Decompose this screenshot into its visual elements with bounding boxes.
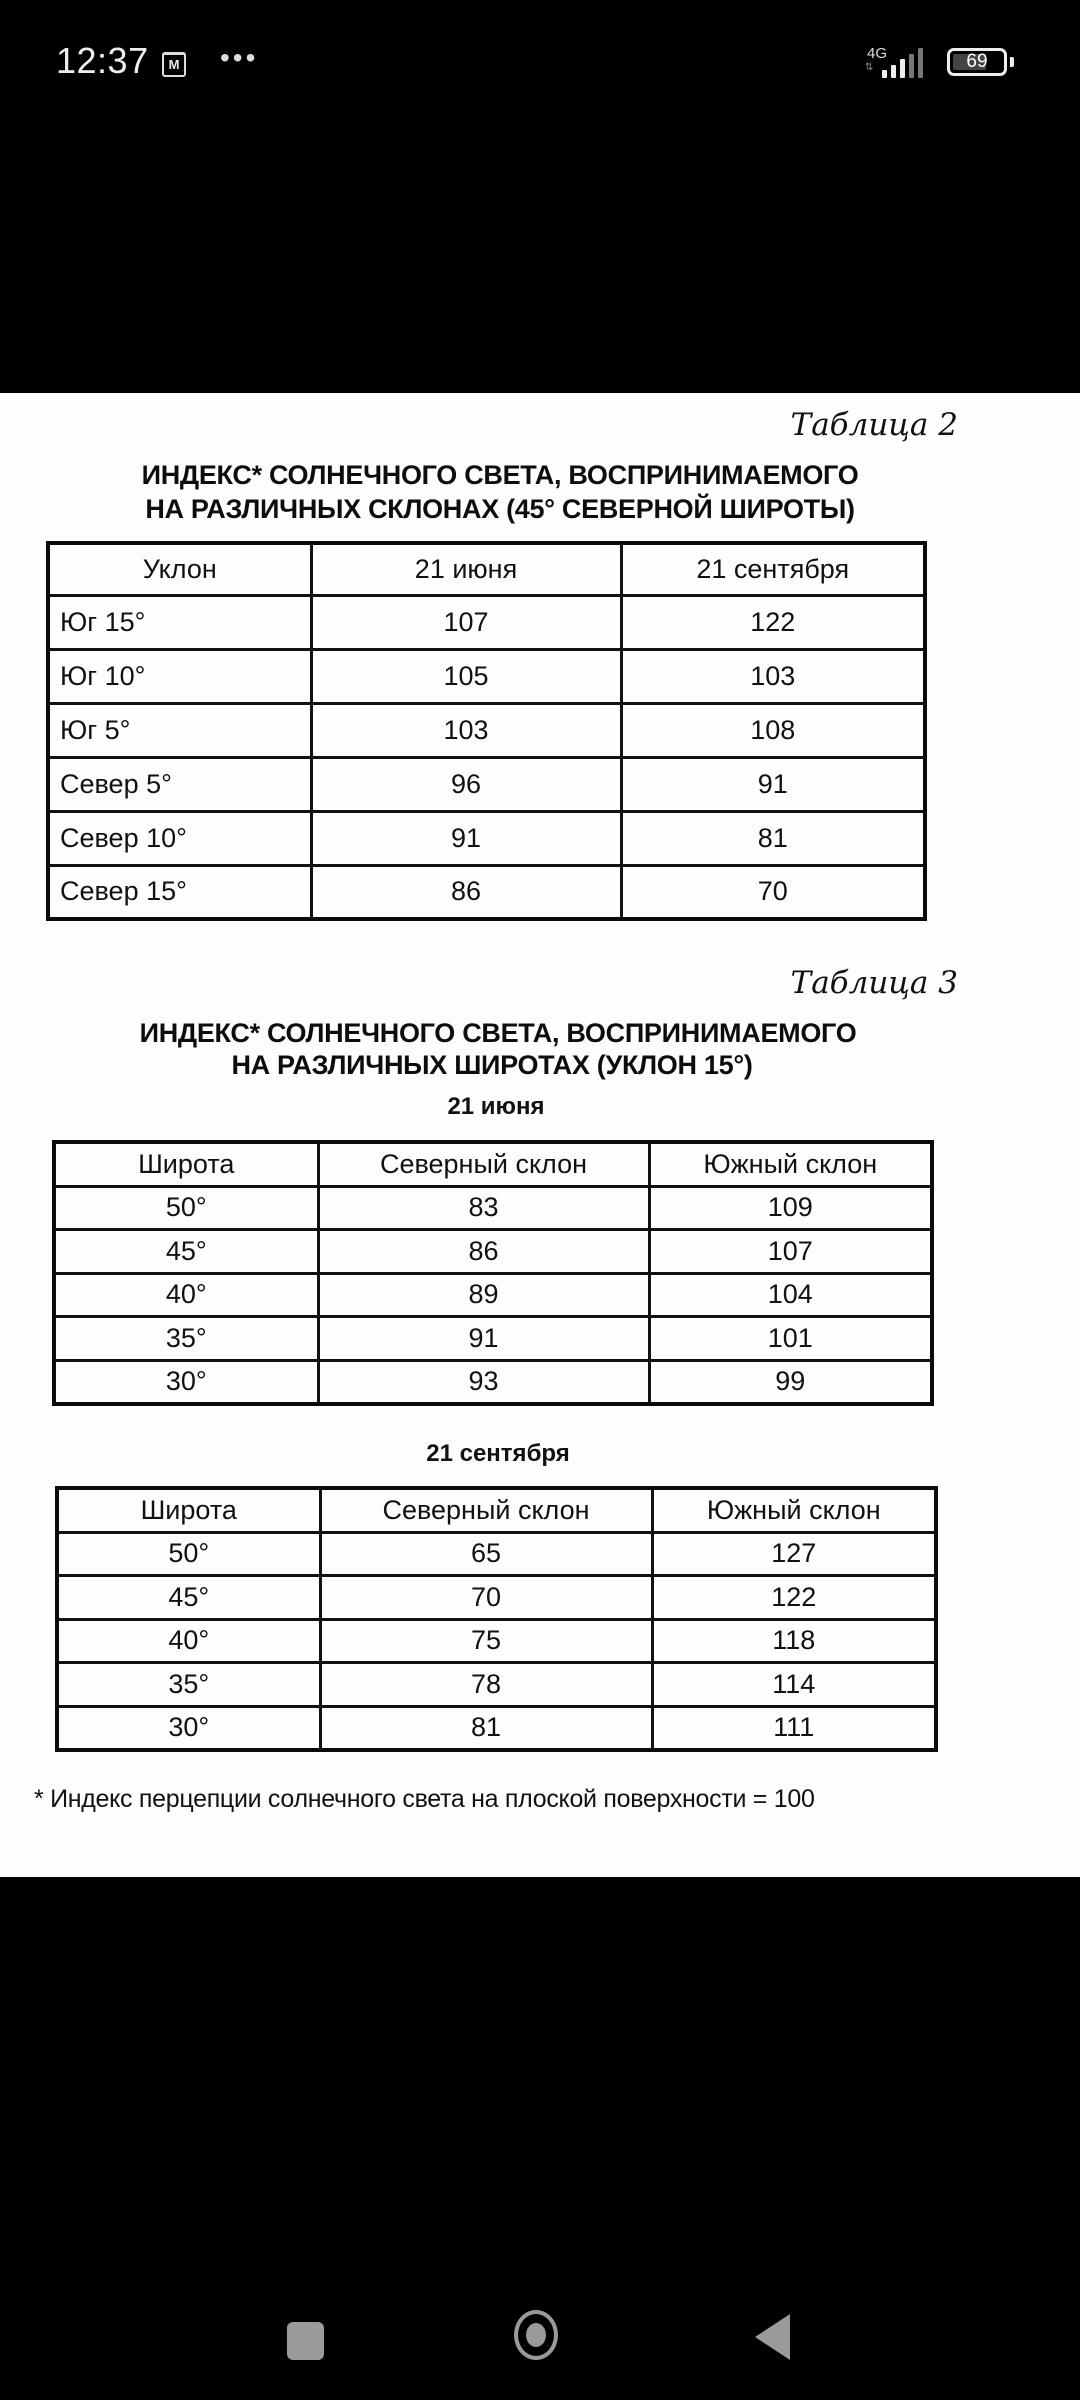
table-row	[48, 811, 925, 865]
value-cell: 83	[318, 1186, 649, 1230]
value-cell: 107	[311, 595, 621, 649]
value-cell: 70	[621, 865, 925, 919]
value-cell: 103	[311, 703, 621, 757]
value-cell: 89	[318, 1273, 649, 1317]
value-cell: 93	[318, 1360, 649, 1404]
table-row	[48, 757, 925, 811]
column-header: Южный склон	[649, 1142, 932, 1186]
value-cell: 114	[652, 1663, 936, 1707]
table-row	[54, 1186, 932, 1230]
row-label-cell: 40°	[57, 1619, 320, 1663]
table-row	[57, 1532, 936, 1576]
row-label-cell: 45°	[57, 1576, 320, 1620]
value-cell: 107	[649, 1230, 932, 1274]
row-label-cell: 50°	[54, 1186, 318, 1230]
signal-bar	[909, 54, 914, 79]
value-cell: 103	[621, 649, 925, 703]
column-header: Южный склон	[652, 1488, 936, 1532]
signal-bar	[891, 65, 896, 79]
table2-caption: Таблица 2	[790, 407, 958, 443]
table3-september-title: 21 сентября	[426, 1440, 570, 1467]
recent-apps-icon[interactable]	[287, 2322, 324, 2360]
table-row	[48, 649, 925, 703]
signal-bar	[882, 70, 887, 78]
table3-heading-line2: НА РАЗЛИЧНЫХ ШИРОТАХ (УКЛОН 15°)	[231, 1050, 753, 1080]
row-label-cell: 50°	[57, 1532, 320, 1576]
value-cell: 91	[621, 757, 925, 811]
battery-level: 69	[966, 51, 988, 72]
value-cell: 78	[320, 1663, 652, 1707]
value-cell: 75	[320, 1619, 652, 1663]
value-cell: 101	[649, 1317, 932, 1361]
table-row	[48, 595, 925, 649]
signal-bar	[900, 59, 905, 78]
row-label-cell: 30°	[54, 1360, 318, 1404]
table3-september	[55, 1486, 938, 1752]
table2-heading-line2: НА РАЗЛИЧНЫХ СКЛОНАХ (45° СЕВЕРНОЙ ШИРОТЫ)	[145, 494, 855, 524]
value-cell: 81	[320, 1706, 652, 1750]
battery-tip	[1010, 57, 1014, 67]
more-dots-icon: •••	[220, 42, 259, 73]
table-row	[54, 1273, 932, 1317]
network-type-label: 4G	[867, 45, 888, 62]
column-header: Северный склон	[318, 1142, 649, 1186]
footnote: * Индекс перцепции солнечного света на плоской поверхности = 100	[34, 1785, 815, 1813]
back-icon[interactable]	[755, 2314, 790, 2360]
value-cell: 96	[311, 757, 621, 811]
signal-strength-icon	[882, 48, 932, 78]
table-row	[48, 865, 925, 919]
table3-caption: Таблица 3	[790, 965, 958, 1001]
table-row	[57, 1576, 936, 1620]
column-header: 21 июня	[311, 543, 621, 595]
document-page	[0, 393, 1080, 1877]
value-cell: 122	[652, 1576, 936, 1620]
table-header-row	[54, 1142, 932, 1186]
value-cell: 65	[320, 1532, 652, 1576]
value-cell: 99	[649, 1360, 932, 1404]
battery-icon	[947, 48, 1007, 76]
table-row	[54, 1317, 932, 1361]
row-label-cell: 30°	[57, 1706, 320, 1750]
row-label-cell: 40°	[54, 1273, 318, 1317]
value-cell: 108	[621, 703, 925, 757]
table-header-row	[57, 1488, 936, 1532]
home-icon-dot	[526, 2323, 546, 2347]
column-header: Уклон	[48, 543, 311, 595]
row-label-cell: Юг 15°	[48, 595, 311, 649]
table2	[46, 541, 927, 921]
table3-june	[52, 1140, 934, 1406]
row-label-cell: 45°	[54, 1230, 318, 1274]
column-header: Северный склон	[320, 1488, 652, 1532]
value-cell: 81	[621, 811, 925, 865]
row-label-cell: Север 5°	[48, 757, 311, 811]
table-row	[57, 1619, 936, 1663]
table-header-row	[48, 543, 925, 595]
column-header: Широта	[54, 1142, 318, 1186]
table3-heading-line1: ИНДЕКС* СОЛНЕЧНОГО СВЕТА, ВОСПРИНИМАЕМОГО	[139, 1018, 857, 1048]
value-cell: 118	[652, 1619, 936, 1663]
table-row	[57, 1663, 936, 1707]
table-row	[57, 1706, 936, 1750]
table2-heading-line1: ИНДЕКС* СОЛНЕЧНОГО СВЕТА, ВОСПРИНИМАЕМОГО	[141, 460, 859, 490]
data-activity-icon: ⇅	[865, 62, 874, 73]
row-label-cell: 35°	[57, 1663, 320, 1707]
table-row	[54, 1360, 932, 1404]
value-cell: 122	[621, 595, 925, 649]
m-notification-icon: M	[162, 52, 186, 77]
table-row	[48, 703, 925, 757]
value-cell: 111	[652, 1706, 936, 1750]
table-row	[54, 1230, 932, 1274]
status-bar	[0, 0, 1080, 130]
signal-bar	[918, 48, 923, 78]
value-cell: 91	[311, 811, 621, 865]
home-icon[interactable]	[514, 2310, 558, 2360]
row-label-cell: Юг 5°	[48, 703, 311, 757]
value-cell: 105	[311, 649, 621, 703]
value-cell: 70	[320, 1576, 652, 1620]
clock: 12:37	[56, 40, 149, 81]
value-cell: 104	[649, 1273, 932, 1317]
value-cell: 86	[311, 865, 621, 919]
row-label-cell: Юг 10°	[48, 649, 311, 703]
value-cell: 91	[318, 1317, 649, 1361]
row-label-cell: Север 15°	[48, 865, 311, 919]
row-label-cell: 35°	[54, 1317, 318, 1361]
table3-june-title: 21 июня	[447, 1093, 545, 1120]
column-header: Широта	[57, 1488, 320, 1532]
value-cell: 127	[652, 1532, 936, 1576]
value-cell: 86	[318, 1230, 649, 1274]
column-header: 21 сентября	[621, 543, 925, 595]
value-cell: 109	[649, 1186, 932, 1230]
row-label-cell: Север 10°	[48, 811, 311, 865]
